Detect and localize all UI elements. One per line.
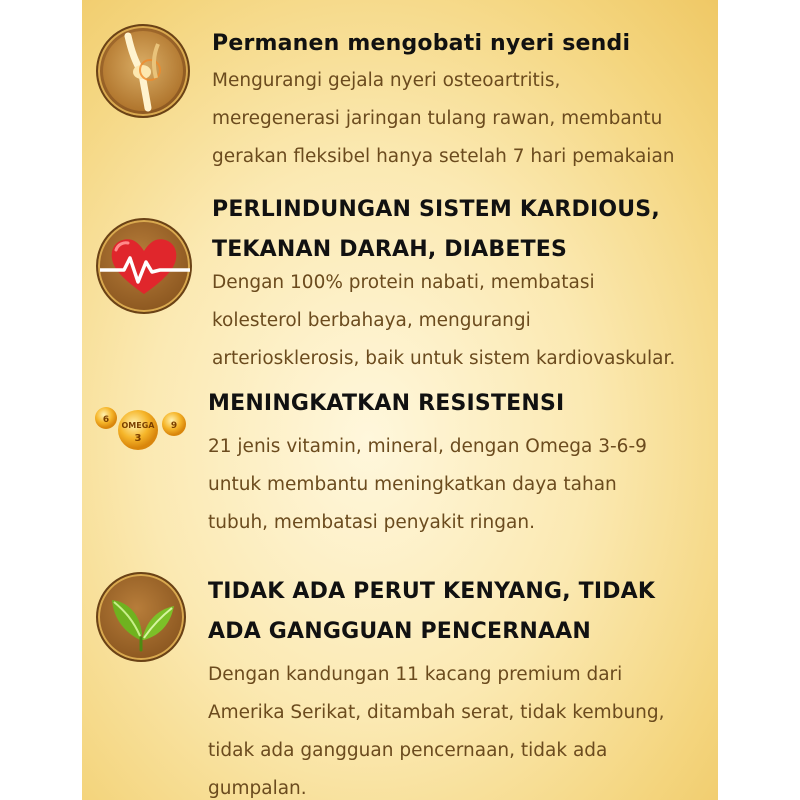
- benefits-panel: [82, 0, 718, 800]
- feature-title: PERLINDUNGAN SISTEM KARDIOUS, TEKANAN DARAH, DIABETES: [212, 197, 660, 262]
- feature-description: 21 jenis vitamin, mineral, dengan Omega 3-6-9 untuk membantu meningkatkan daya tahan tubuh, membatasi penyakit ringan.: [208, 436, 647, 533]
- feature-title: TIDAK ADA PERUT KENYANG, TIDAK ADA GANGGUAN PENCERNAAN: [208, 579, 656, 644]
- knee-joint-icon: [96, 24, 190, 118]
- omega-vitamin-icon: [94, 400, 190, 456]
- feature-title: MENINGKATKAN RESISTENSI: [208, 391, 565, 416]
- omega-label: OMEGA: [121, 421, 155, 430]
- green-leaves-icon: [96, 572, 186, 662]
- feature-title: Permanen mengobati nyeri sendi: [212, 31, 631, 56]
- omega-9-label: 9: [170, 421, 178, 431]
- omega-6-label: 6: [102, 415, 110, 425]
- feature-description: Dengan 100% protein nabati, membatasi kolesterol berbahaya, mengurangi arteriosklerosis, baik untuk sistem kardiovaskular.: [212, 272, 676, 369]
- feature-description: Dengan kandungan 11 kacang premium dari Amerika Serikat, ditambah serat, tidak kembung, tidak ada gangguan pencernaan, tidak ada gumpalan.: [208, 664, 665, 799]
- heart-pulse-icon: [96, 218, 192, 314]
- omega-3-label: 3: [134, 433, 142, 444]
- feature-description: Mengurangi gejala nyeri osteoartritis, meregenerasi jaringan tulang rawan, membantu gerakan fleksibel hanya setelah 7 hari pemakaian: [212, 70, 675, 167]
